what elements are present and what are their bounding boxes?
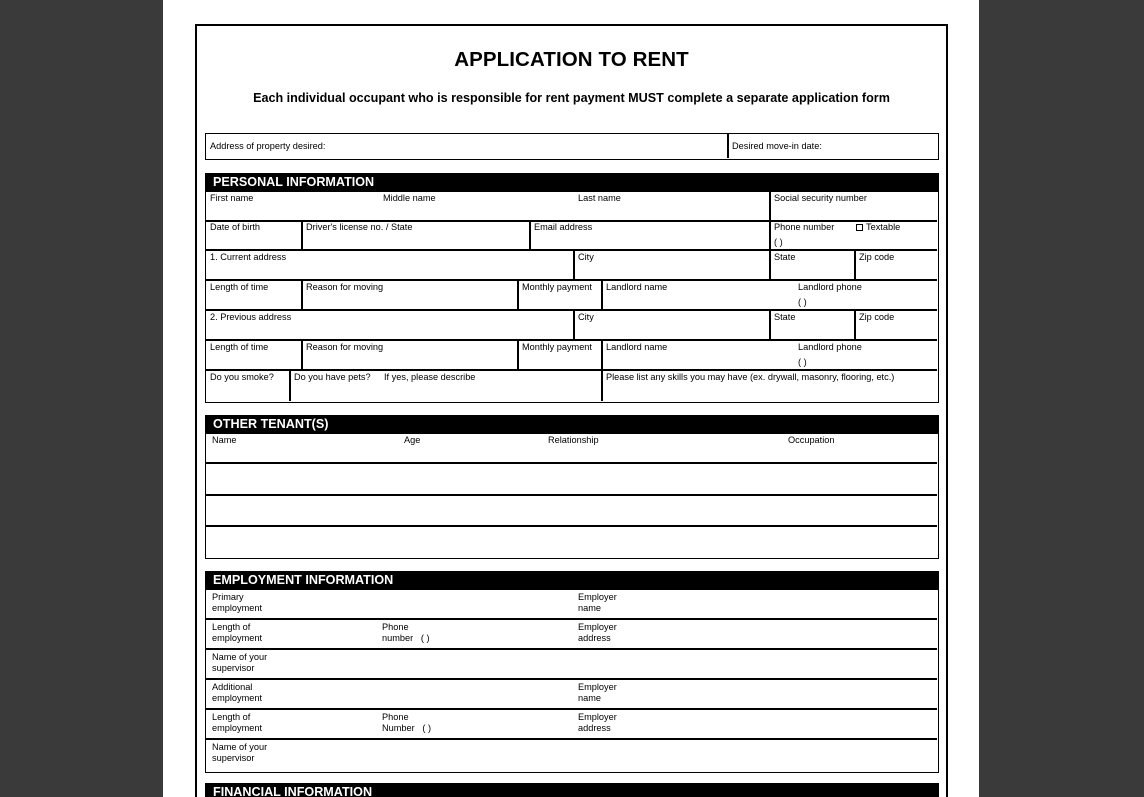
form-subtitle: Each individual occupant who is responsible for rent payment MUST complete a separate application form [253, 91, 890, 105]
tenant-name-column: Name [212, 435, 237, 445]
smoke-field[interactable]: Do you smoke? [210, 372, 274, 382]
previous-landlord-phone-parentheses: ( ) [798, 357, 807, 367]
other-tenants-table [205, 432, 939, 559]
previous-length-field[interactable]: Length of time [210, 342, 269, 352]
address-field[interactable]: Address of property desired: [210, 141, 326, 151]
additional-employment-length-field[interactable]: Length of employment [212, 712, 263, 733]
previous-state-field[interactable]: State [774, 312, 796, 322]
current-address-field[interactable]: 1. Current address [210, 252, 287, 262]
additional-employer-address-field[interactable]: Employer address [578, 712, 617, 733]
current-city-field[interactable]: City [578, 252, 594, 262]
previous-address-field[interactable]: 2. Previous address [210, 312, 292, 322]
tenant-relationship-column: Relationship [548, 435, 599, 445]
phone-parentheses: ( ) [774, 237, 783, 247]
supervisor-field[interactable]: Name of your supervisor [212, 652, 268, 673]
license-field[interactable]: Driver's license no. / State [306, 222, 413, 232]
landlord-phone-parentheses: ( ) [798, 297, 807, 307]
previous-landlord-phone-field[interactable]: Landlord phone [798, 342, 862, 352]
additional-employer-name-field[interactable]: Employer name [578, 682, 617, 703]
primary-employment-field[interactable]: Primary employment [212, 592, 263, 613]
tenant-occupation-column: Occupation [788, 435, 835, 445]
financial-header: FINANCIAL INFORMATION [205, 783, 939, 797]
personal-info-table [205, 190, 939, 403]
additional-employer-phone-field[interactable]: Phone Number ( ) [382, 712, 432, 733]
phone-field[interactable]: Phone number [774, 222, 835, 232]
movein-date-field[interactable]: Desired move-in date: [732, 141, 822, 151]
form-title: APPLICATION TO RENT [454, 48, 689, 71]
middle-name-field[interactable]: Middle name [383, 193, 436, 203]
additional-supervisor-field[interactable]: Name of your supervisor [212, 742, 268, 763]
dob-field[interactable]: Date of birth [210, 222, 261, 232]
form-frame [195, 24, 948, 797]
email-field[interactable]: Email address [534, 222, 593, 232]
previous-landlord-name-field[interactable]: Landlord name [606, 342, 668, 352]
tenant-age-column: Age [404, 435, 421, 445]
skills-field[interactable]: Please list any skills you may have (ex. drywall, masonry, flooring, etc.) [606, 372, 895, 382]
first-name-field[interactable]: First name [210, 193, 254, 203]
current-state-field[interactable]: State [774, 252, 796, 262]
employer-address-field[interactable]: Employer address [578, 622, 617, 643]
address-row [205, 133, 939, 160]
tenant-row[interactable] [206, 494, 937, 496]
additional-employment-field[interactable]: Additional employment [212, 682, 263, 703]
pets-field[interactable]: Do you have pets? [294, 372, 371, 382]
previous-city-field[interactable]: City [578, 312, 594, 322]
document-page [163, 0, 979, 797]
checkbox-icon [856, 224, 863, 231]
current-landlord-name-field[interactable]: Landlord name [606, 282, 668, 292]
employment-header: EMPLOYMENT INFORMATION [205, 571, 939, 590]
previous-payment-field[interactable]: Monthly payment [522, 342, 592, 352]
ssn-field[interactable]: Social security number [774, 193, 867, 203]
personal-info-header: PERSONAL INFORMATION [205, 173, 939, 192]
current-length-field[interactable]: Length of time [210, 282, 269, 292]
tenant-row[interactable] [206, 525, 937, 527]
current-landlord-phone-field[interactable]: Landlord phone [798, 282, 862, 292]
tenant-row[interactable] [206, 462, 937, 464]
current-reason-field[interactable]: Reason for moving [306, 282, 384, 292]
textable-checkbox[interactable]: Textable [856, 222, 900, 233]
employment-table [205, 588, 939, 773]
previous-reason-field[interactable]: Reason for moving [306, 342, 384, 352]
last-name-field[interactable]: Last name [578, 193, 621, 203]
pets-describe-field[interactable]: If yes, please describe [384, 372, 476, 382]
other-tenants-header: OTHER TENANT(S) [205, 415, 939, 434]
previous-zip-field[interactable]: Zip code [859, 312, 895, 322]
employer-phone-field[interactable]: Phone number ( ) [382, 622, 430, 643]
current-payment-field[interactable]: Monthly payment [522, 282, 592, 292]
current-zip-field[interactable]: Zip code [859, 252, 895, 262]
employment-length-field[interactable]: Length of employment [212, 622, 263, 643]
employer-name-field[interactable]: Employer name [578, 592, 617, 613]
